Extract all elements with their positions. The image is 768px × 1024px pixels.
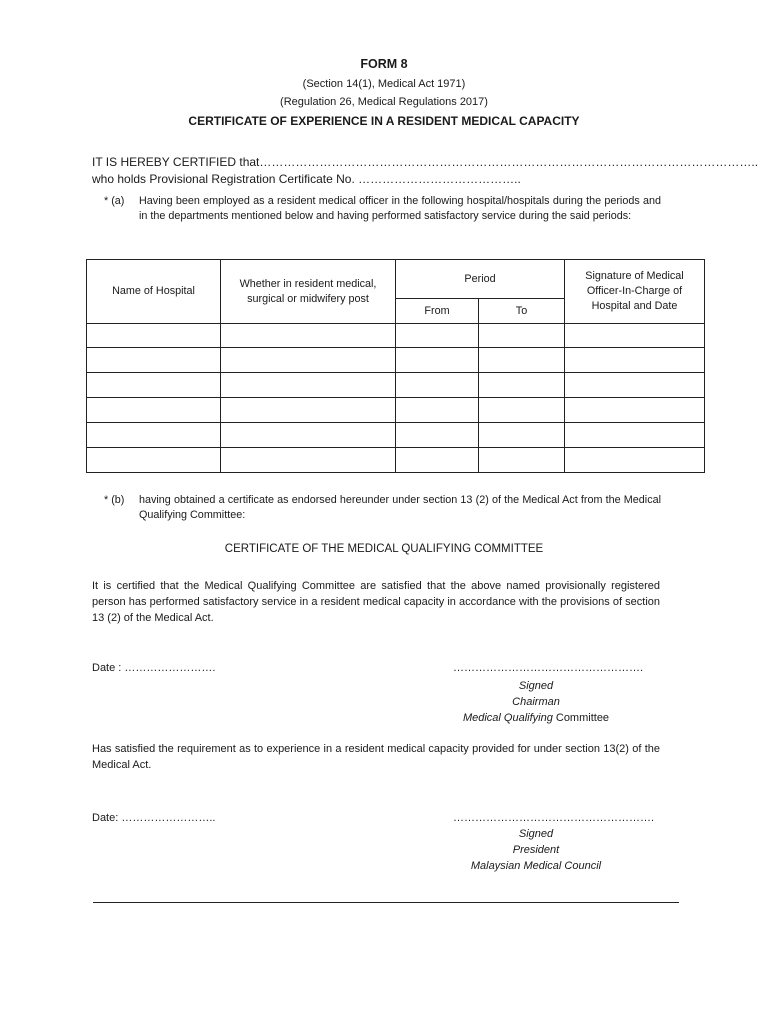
from-cell[interactable] <box>396 348 479 373</box>
to-cell[interactable] <box>479 448 565 473</box>
council-president: President <box>512 844 560 856</box>
mqc-committee-name <box>450 710 622 726</box>
council-date-line: Date: …………………….. <box>92 812 216 824</box>
table-row <box>87 373 705 398</box>
to-cell[interactable] <box>479 348 565 373</box>
hospital-cell[interactable] <box>87 348 221 373</box>
mqc-committee-rest: Committee <box>552 712 610 724</box>
item-b-marker: * (b) <box>104 494 125 506</box>
signature-cell[interactable] <box>565 423 705 448</box>
table-row <box>87 324 705 348</box>
mqc-date-line: Date : ……………………. <box>92 662 216 674</box>
col-hospital-header: Name of Hospital <box>87 260 221 324</box>
post-cell[interactable] <box>221 324 396 348</box>
table-row <box>87 423 705 448</box>
council-paragraph: Has satisfied the requirement as to experience in a resident medical capacity provided for under section 13(2) of the Medical Act. <box>92 743 660 771</box>
post-cell[interactable] <box>221 373 396 398</box>
col-to-header: To <box>479 299 565 324</box>
signature-cell[interactable] <box>565 348 705 373</box>
mqc-chairman: Chairman <box>512 696 560 708</box>
mqc-title: CERTIFICATE OF THE MEDICAL QUALIFYING COMMITTEE <box>224 543 544 555</box>
item-a-marker: * (a) <box>104 195 125 207</box>
from-cell[interactable] <box>396 423 479 448</box>
post-cell[interactable] <box>221 423 396 448</box>
col-signature-header: Signature of Medical Officer-In-Charge of Hospital and Date <box>565 260 705 324</box>
item-b-text: having obtained a certificate as endorsed hereunder under section 13 (2) of the Medical Act from the Medical Qualifying Committee: <box>139 494 661 521</box>
signature-cell[interactable] <box>565 373 705 398</box>
council-signature-line: ………………………………………………. <box>453 812 655 824</box>
registration-line: who holds Provisional Registration Certificate No. ………………………………….. <box>92 172 521 186</box>
table-row <box>87 398 705 423</box>
signature-cell[interactable] <box>565 398 705 423</box>
post-cell[interactable] <box>221 348 396 373</box>
from-cell[interactable] <box>396 324 479 348</box>
to-cell[interactable] <box>479 423 565 448</box>
from-cell[interactable] <box>396 398 479 423</box>
council-signed: Signed <box>518 828 554 840</box>
hospital-cell[interactable] <box>87 398 221 423</box>
hospital-cell[interactable] <box>87 423 221 448</box>
col-from-header: From <box>396 299 479 324</box>
to-cell[interactable] <box>479 373 565 398</box>
signature-cell[interactable] <box>565 324 705 348</box>
table-row <box>87 348 705 373</box>
regulation-reference: (Regulation 26, Medical Regulations 2017) <box>280 96 488 108</box>
post-cell[interactable] <box>221 448 396 473</box>
hospital-cell[interactable] <box>87 373 221 398</box>
from-cell[interactable] <box>396 373 479 398</box>
to-cell[interactable] <box>479 324 565 348</box>
bottom-rule <box>93 902 679 903</box>
col-period-header: Period <box>396 260 565 299</box>
item-a-text: Having been employed as a resident medical officer in the following hospital/hospitals during the periods and in the departments mentioned below and having performed satisfactory service during the said periods: <box>139 195 661 222</box>
table-row <box>87 448 705 473</box>
col-post-header: Whether in resident medical, surgical or midwifery post <box>221 260 396 324</box>
mqc-committee-italic: Medical Qualifying <box>462 712 553 724</box>
mqc-signed: Signed <box>518 680 554 692</box>
to-cell[interactable] <box>479 398 565 423</box>
post-cell[interactable] <box>221 398 396 423</box>
hospital-cell[interactable] <box>87 448 221 473</box>
mqc-signature-line: ……………………………………………. <box>453 662 644 674</box>
from-cell[interactable] <box>396 448 479 473</box>
council-name: Malaysian Medical Council <box>470 860 602 872</box>
signature-cell[interactable] <box>565 448 705 473</box>
hospital-cell[interactable] <box>87 324 221 348</box>
mqc-paragraph: It is certified that the Medical Qualifying Committee are satisfied that the above named provisionally registered person has performed satisfactory service in a resident medical capacity in accordance with the provisions of section 13 (2) of the Medical Act. <box>92 580 660 624</box>
hospital-table <box>86 259 705 473</box>
form-number: FORM 8 <box>360 57 408 71</box>
section-reference: (Section 14(1), Medical Act 1971) <box>302 78 466 90</box>
certified-line: IT IS HEREBY CERTIFIED that…………………………………………………………………………………………………………….. <box>92 155 759 169</box>
certificate-title: CERTIFICATE OF EXPERIENCE IN A RESIDENT MEDICAL CAPACITY <box>188 114 580 128</box>
